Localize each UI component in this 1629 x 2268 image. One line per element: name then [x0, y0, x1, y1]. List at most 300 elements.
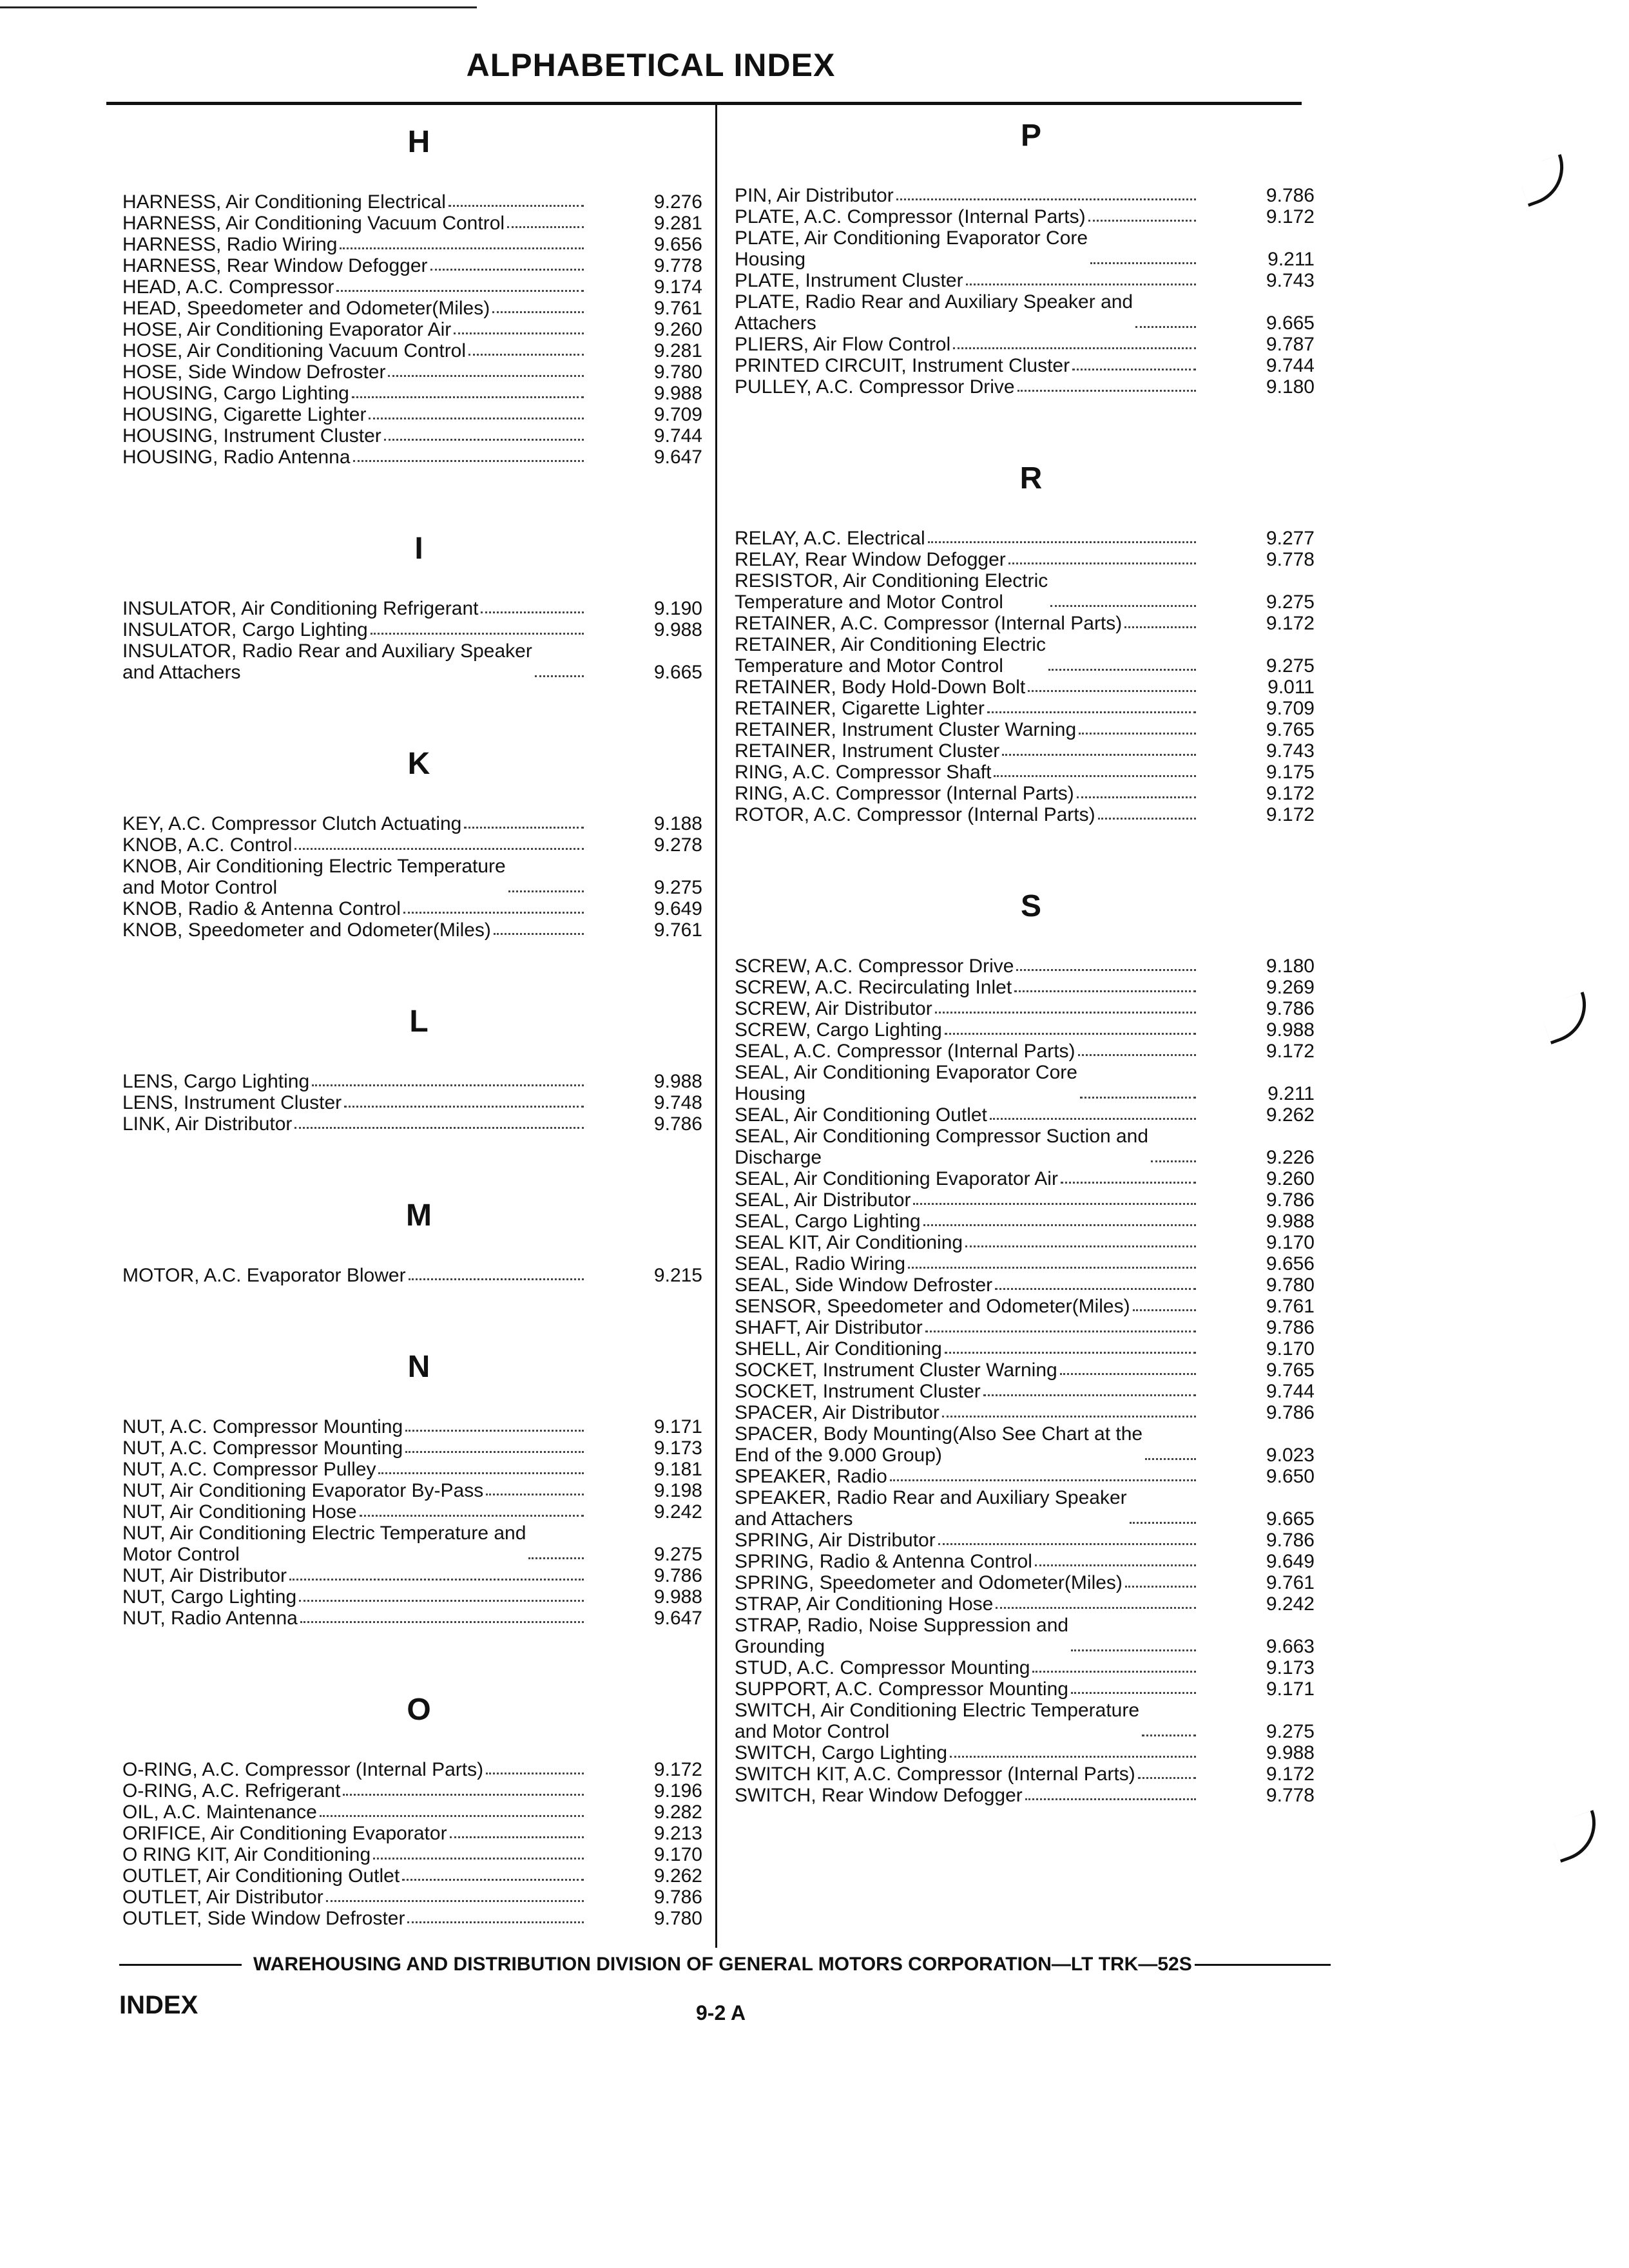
entry-text-wrap — [122, 1823, 586, 1844]
entry-text-wrap — [122, 234, 586, 255]
entry-text-wrap — [122, 1780, 586, 1802]
entry-page-ref: 9.786 — [1266, 185, 1315, 206]
index-entry — [735, 549, 1327, 570]
entry-label: HARNESS, Rear Window Defogger — [122, 255, 428, 276]
dot-leader — [1130, 1522, 1196, 1524]
entry-label: HOSE, Air Conditioning Vacuum Control — [122, 340, 467, 361]
entry-page-ref: 9.988 — [1266, 1211, 1315, 1232]
entry-text-wrap — [735, 783, 1199, 804]
index-section-p — [735, 113, 1327, 398]
entry-label: NUT, A.C. Compressor Pulley — [122, 1459, 376, 1480]
entry-text-wrap — [122, 1437, 586, 1459]
index-entry — [122, 640, 715, 683]
entry-page-ref: 9.215 — [653, 1265, 702, 1286]
index-entry — [122, 898, 715, 919]
dot-leader — [945, 1352, 1196, 1354]
entry-label: NUT, A.C. Compressor Mounting — [122, 1416, 403, 1437]
index-entry — [122, 1780, 715, 1802]
index-entry — [122, 1523, 715, 1565]
entry-label: HOUSING, Cigarette Lighter — [122, 404, 367, 425]
entry-page-ref: 9.181 — [653, 1459, 702, 1480]
section-letter: S — [1020, 889, 1041, 923]
entry-text-wrap — [122, 1908, 586, 1929]
index-entry — [735, 1466, 1327, 1487]
entry-label: NUT, A.C. Compressor Mounting — [122, 1437, 403, 1459]
dot-leader — [925, 1331, 1196, 1332]
dot-leader — [430, 269, 584, 271]
entry-page-ref: 9.170 — [1266, 1232, 1315, 1253]
entry-text-wrap — [735, 1657, 1199, 1678]
entry-page-ref: 9.778 — [653, 255, 702, 276]
dot-leader — [468, 354, 584, 356]
entry-page-ref: 9.023 — [1266, 1445, 1315, 1466]
entry-page-ref: 9.275 — [653, 877, 702, 898]
dot-leader — [326, 1900, 584, 1902]
entry-page-ref: 9.198 — [653, 1480, 702, 1501]
entry-label: SEAL, A.C. Compressor (Internal Parts) — [735, 1041, 1075, 1062]
entry-label: HOSE, Side Window Defroster — [122, 361, 386, 383]
entry-page-ref: 9.275 — [1266, 1721, 1315, 1742]
footer-rule-left — [119, 1964, 242, 1966]
entry-page-ref: 9.988 — [653, 383, 702, 404]
dot-leader — [320, 1815, 584, 1817]
dot-leader — [494, 933, 584, 935]
entry-text-wrap — [735, 1168, 1199, 1189]
dot-leader — [1088, 220, 1196, 222]
dot-leader — [1050, 605, 1196, 607]
entry-page-ref: 9.780 — [653, 361, 702, 383]
entry-text-wrap — [735, 1763, 1199, 1785]
index-entry — [735, 270, 1327, 291]
entry-page-ref: 9.011 — [1268, 677, 1315, 698]
dot-leader — [1016, 969, 1196, 971]
entry-label: RETAINER, Cigarette Lighter — [735, 698, 985, 719]
index-entry — [735, 291, 1327, 334]
entry-page-ref: 9.180 — [1266, 956, 1315, 977]
entry-text-wrap — [735, 1402, 1199, 1423]
entry-label: STUD, A.C. Compressor Mounting — [735, 1657, 1030, 1678]
dot-leader — [289, 1579, 584, 1581]
entry-page-ref: 9.649 — [653, 898, 702, 919]
dot-leader — [908, 1267, 1196, 1269]
dot-leader — [340, 247, 584, 249]
entry-page-ref: 9.211 — [1268, 1083, 1315, 1104]
dot-leader — [935, 1012, 1196, 1014]
entry-text-wrap — [735, 977, 1199, 998]
section-letter: H — [407, 125, 430, 159]
index-section-n — [122, 1344, 715, 1629]
dot-leader — [1071, 1692, 1196, 1694]
entry-text-wrap — [735, 956, 1199, 977]
index-entry — [122, 619, 715, 640]
index-entry — [735, 528, 1327, 549]
entry-label: SPEAKER, Radio — [735, 1466, 887, 1487]
entry-page-ref: 9.172 — [1266, 206, 1315, 227]
entry-label: NUT, Air Conditioning Hose — [122, 1501, 357, 1523]
entry-page-ref: 9.275 — [1266, 655, 1315, 677]
index-entry — [735, 1785, 1327, 1806]
dot-leader — [1079, 733, 1196, 735]
section-letter: L — [409, 1004, 429, 1039]
entry-label: SCREW, A.C. Compressor Drive — [735, 956, 1014, 977]
entry-label: SEAL, Radio Wiring — [735, 1253, 906, 1274]
entry-text-wrap — [735, 1487, 1199, 1530]
entry-page-ref: 9.786 — [1266, 1317, 1315, 1338]
index-entry — [122, 1416, 715, 1437]
entry-text-wrap — [122, 598, 586, 619]
entry-text-wrap — [735, 1700, 1199, 1742]
index-entry — [122, 1887, 715, 1908]
entry-text-wrap — [122, 404, 586, 425]
entry-text-wrap — [122, 319, 586, 340]
entry-page-ref: 9.656 — [1266, 1253, 1315, 1274]
index-entry — [122, 1113, 715, 1135]
entry-text-wrap — [122, 1480, 586, 1501]
dot-leader — [481, 611, 584, 613]
index-entry — [735, 1615, 1327, 1657]
entry-label: RETAINER, A.C. Compressor (Internal Parts) — [735, 613, 1123, 634]
entry-text-wrap — [122, 1501, 586, 1523]
entry-page-ref: 9.744 — [653, 425, 702, 447]
entry-text-wrap — [735, 291, 1199, 334]
entry-page-ref: 9.786 — [1266, 1189, 1315, 1211]
index-entry — [735, 1211, 1327, 1232]
entry-label: SHAFT, Air Distributor — [735, 1317, 923, 1338]
entry-text-wrap — [122, 1608, 586, 1629]
dot-leader — [953, 347, 1196, 349]
entry-page-ref: 9.744 — [1266, 355, 1315, 376]
entry-page-ref: 9.665 — [1266, 312, 1315, 334]
index-entry — [122, 598, 715, 619]
entry-label: SWITCH, Cargo Lighting — [735, 1742, 948, 1763]
entry-label: PLATE, Instrument Cluster — [735, 270, 963, 291]
entry-label: HOUSING, Radio Antenna — [122, 447, 351, 468]
section-letter: M — [406, 1198, 432, 1233]
dot-leader — [1125, 1586, 1196, 1588]
index-entry — [122, 447, 715, 468]
index-entry — [122, 1865, 715, 1887]
entry-page-ref: 9.213 — [653, 1823, 702, 1844]
entry-text-wrap — [122, 1887, 586, 1908]
dot-leader — [409, 1278, 584, 1280]
index-entry — [735, 1700, 1327, 1742]
entry-label: HEAD, A.C. Compressor — [122, 276, 334, 298]
entry-text-wrap — [735, 376, 1199, 398]
entry-text-wrap — [735, 185, 1199, 206]
dot-leader — [294, 848, 584, 850]
dot-leader — [300, 1621, 584, 1623]
index-entry — [735, 783, 1327, 804]
entry-label: KNOB, Radio & Antenna Control — [122, 898, 401, 919]
dot-leader — [1002, 754, 1196, 756]
entry-text-wrap — [735, 762, 1199, 783]
entry-text-wrap — [735, 998, 1199, 1019]
dot-leader — [983, 1394, 1196, 1396]
entry-page-ref: 9.761 — [1266, 1572, 1315, 1593]
dot-leader — [1017, 390, 1196, 392]
entry-text-wrap — [735, 1742, 1199, 1763]
entry-label: INSULATOR, Cargo Lighting — [122, 619, 368, 640]
entry-label: SCREW, A.C. Recirculating Inlet — [735, 977, 1012, 998]
index-entry — [122, 1802, 715, 1823]
index-entry — [735, 1274, 1327, 1296]
entry-label: O RING KIT, Air Conditioning — [122, 1844, 371, 1865]
dot-leader — [1048, 669, 1196, 671]
entry-page-ref: 9.278 — [653, 834, 702, 856]
index-entry — [122, 340, 715, 361]
dot-leader — [343, 1794, 584, 1796]
dot-leader — [938, 1543, 1196, 1545]
entry-text-wrap — [735, 355, 1199, 376]
index-entry — [735, 334, 1327, 355]
dot-leader — [950, 1756, 1196, 1758]
entry-text-wrap — [122, 1802, 586, 1823]
entry-text-wrap — [735, 719, 1199, 740]
entry-label: SUPPORT, A.C. Compressor Mounting — [735, 1678, 1068, 1700]
index-entry — [735, 804, 1327, 825]
entry-label: SOCKET, Instrument Cluster Warning — [735, 1360, 1057, 1381]
dot-leader — [402, 1879, 584, 1881]
entry-page-ref: 9.748 — [653, 1092, 702, 1113]
entry-text-wrap — [735, 1338, 1199, 1360]
entry-text-wrap — [735, 1062, 1199, 1104]
margin-bracket-mark — [1548, 1810, 1606, 1863]
entry-page-ref: 9.282 — [653, 1802, 702, 1823]
dot-leader — [464, 827, 584, 829]
entry-label: SPACER, Air Distributor — [735, 1402, 940, 1423]
entry-label: HARNESS, Air Conditioning Electrical — [122, 191, 446, 213]
entry-label: RELAY, A.C. Electrical — [735, 528, 925, 549]
right-column — [735, 113, 1327, 1864]
entry-label: HOSE, Air Conditioning Evaporator Air — [122, 319, 452, 340]
entry-page-ref: 9.172 — [653, 1759, 702, 1780]
entry-page-ref: 9.786 — [653, 1887, 702, 1908]
entry-page-ref: 9.780 — [1266, 1274, 1315, 1296]
entry-label: PLATE, A.C. Compressor (Internal Parts) — [735, 206, 1086, 227]
index-entry — [735, 1360, 1327, 1381]
dot-leader — [369, 418, 584, 419]
entry-page-ref: 9.988 — [653, 1586, 702, 1608]
entry-text-wrap — [122, 1865, 586, 1887]
entry-label: ROTOR, A.C. Compressor (Internal Parts) — [735, 804, 1095, 825]
dot-leader — [1078, 1054, 1196, 1056]
entry-page-ref: 9.174 — [653, 276, 702, 298]
entry-page-ref: 9.175 — [1266, 762, 1315, 783]
section-label: INDEX — [119, 1991, 198, 2019]
index-entry — [122, 1759, 715, 1780]
entry-label: NUT, Radio Antenna — [122, 1608, 298, 1629]
entry-text-wrap — [735, 1785, 1199, 1806]
entry-text-wrap — [735, 528, 1199, 549]
entry-text-wrap — [122, 1759, 586, 1780]
entry-text-wrap — [735, 804, 1199, 825]
dot-leader — [1032, 1671, 1196, 1673]
index-entry — [735, 1402, 1327, 1423]
dot-leader — [1138, 1777, 1196, 1779]
entry-label: RETAINER, Body Hold-Down Bolt — [735, 677, 1026, 698]
dot-leader — [1145, 1458, 1196, 1460]
entry-label: SPRING, Radio & Antenna Control — [735, 1551, 1032, 1572]
entry-page-ref: 9.211 — [1268, 249, 1315, 270]
entry-page-ref: 9.786 — [653, 1113, 702, 1135]
entry-label: SEAL, Air Distributor — [735, 1189, 911, 1211]
entry-label: SEAL, Air Conditioning Evaporator Air — [735, 1168, 1058, 1189]
entry-page-ref: 9.242 — [653, 1501, 702, 1523]
dot-leader — [1025, 1798, 1196, 1800]
index-entry — [122, 234, 715, 255]
dot-leader — [405, 1451, 584, 1453]
index-section-h — [122, 119, 715, 468]
entry-page-ref: 9.269 — [1266, 977, 1315, 998]
index-section-i — [122, 526, 715, 683]
entry-label: SEAL, Air Conditioning Compressor Suction and Discharge — [735, 1126, 1149, 1168]
footer-rule-right — [1195, 1964, 1331, 1966]
dot-leader — [1014, 990, 1196, 992]
entry-page-ref: 9.281 — [653, 213, 702, 234]
dot-leader — [388, 375, 584, 377]
entry-page-ref: 9.665 — [1266, 1508, 1315, 1530]
entry-label: LENS, Cargo Lighting — [122, 1071, 310, 1092]
entry-page-ref: 9.173 — [653, 1437, 702, 1459]
entry-text-wrap — [122, 919, 586, 941]
entry-label: INSULATOR, Radio Rear and Auxiliary Speaker and Attachers — [122, 640, 532, 683]
dot-leader — [945, 1033, 1196, 1035]
index-entry — [735, 677, 1327, 698]
entry-label: SEAL, Side Window Defroster — [735, 1274, 993, 1296]
entry-page-ref: 9.262 — [653, 1865, 702, 1887]
entry-text-wrap — [735, 270, 1199, 291]
entry-text-wrap — [122, 640, 586, 683]
entry-label: LENS, Instrument Cluster — [122, 1092, 342, 1113]
index-entry — [735, 719, 1327, 740]
index-entry — [122, 1608, 715, 1629]
dot-leader — [450, 1836, 584, 1838]
index-entry — [735, 634, 1327, 677]
entry-text-wrap — [122, 425, 586, 447]
entry-text-wrap — [122, 298, 586, 319]
dot-leader — [360, 1515, 584, 1517]
entry-label: STRAP, Air Conditioning Hose — [735, 1593, 994, 1615]
entry-label: SCREW, Cargo Lighting — [735, 1019, 942, 1041]
publisher-line: WAREHOUSING AND DISTRIBUTION DIVISION OF GENERAL MOTORS CORPORATION—LT TRK—52S — [253, 1954, 1192, 1975]
entry-page-ref: 9.275 — [1266, 591, 1315, 613]
dot-leader — [371, 633, 584, 635]
entry-label: O-RING, A.C. Compressor (Internal Parts) — [122, 1759, 484, 1780]
entry-label: SENSOR, Speedometer and Odometer(Miles) — [735, 1296, 1130, 1317]
index-entry — [122, 383, 715, 404]
dot-leader — [508, 890, 584, 892]
index-section-m — [122, 1193, 715, 1286]
entry-text-wrap — [122, 383, 586, 404]
entry-text-wrap — [122, 1092, 586, 1113]
dot-leader — [1098, 818, 1196, 820]
section-letter: R — [1019, 461, 1043, 495]
entry-page-ref: 9.260 — [1266, 1168, 1315, 1189]
entry-text-wrap — [122, 1265, 586, 1286]
index-entry — [122, 1844, 715, 1865]
dot-leader — [454, 332, 584, 334]
entry-text-wrap — [122, 276, 586, 298]
dot-leader — [990, 1118, 1196, 1120]
entry-label: SPEAKER, Radio Rear and Auxiliary Speaker and Attachers — [735, 1487, 1127, 1530]
entry-label: HEAD, Speedometer and Odometer(Miles) — [122, 298, 490, 319]
index-entry — [122, 361, 715, 383]
entry-label: SWITCH KIT, A.C. Compressor (Internal Parts) — [735, 1763, 1135, 1785]
dot-leader — [1135, 326, 1196, 328]
entry-page-ref: 9.988 — [653, 1071, 702, 1092]
entry-text-wrap — [735, 1232, 1199, 1253]
dot-leader — [405, 1430, 584, 1432]
entry-page-ref: 9.188 — [653, 813, 702, 834]
entry-text-wrap — [735, 1466, 1199, 1487]
entry-text-wrap — [122, 856, 586, 898]
entry-text-wrap — [735, 1019, 1199, 1041]
entry-text-wrap — [735, 1593, 1199, 1615]
dot-leader — [1061, 1182, 1196, 1184]
entry-text-wrap — [735, 634, 1199, 677]
entry-text-wrap — [122, 898, 586, 919]
entry-label: SWITCH, Rear Window Defogger — [735, 1785, 1023, 1806]
entry-label: SOCKET, Instrument Cluster — [735, 1381, 981, 1402]
index-section-o — [122, 1687, 715, 1929]
entry-label: RESISTOR, Air Conditioning Electric Temperature and Motor Control — [735, 570, 1048, 613]
entry-label: SEAL, Air Conditioning Outlet — [735, 1104, 987, 1126]
index-entry — [735, 613, 1327, 634]
index-entry — [122, 1586, 715, 1608]
entry-page-ref: 9.988 — [1266, 1742, 1315, 1763]
entry-label: RETAINER, Instrument Cluster Warning — [735, 719, 1077, 740]
entry-page-ref: 9.709 — [1266, 698, 1315, 719]
index-entry — [735, 762, 1327, 783]
entry-text-wrap — [735, 698, 1199, 719]
entry-page-ref: 9.226 — [1266, 1147, 1315, 1168]
entry-label: INSULATOR, Air Conditioning Refrigerant — [122, 598, 479, 619]
index-entry — [122, 319, 715, 340]
index-entry — [735, 1232, 1327, 1253]
index-entry — [735, 1253, 1327, 1274]
section-letter: N — [407, 1350, 430, 1384]
entry-page-ref: 9.281 — [653, 340, 702, 361]
index-entry — [735, 1657, 1327, 1678]
left-column — [122, 119, 715, 1987]
entry-text-wrap — [122, 340, 586, 361]
entry-page-ref: 9.172 — [1266, 783, 1315, 804]
entry-label: ORIFICE, Air Conditioning Evaporator — [122, 1823, 447, 1844]
index-entry — [122, 191, 715, 213]
entry-text-wrap — [735, 1041, 1199, 1062]
index-section-s — [735, 883, 1327, 1806]
index-entry — [122, 1437, 715, 1459]
entry-label: SPACER, Body Mounting(Also See Chart at the End of the 9.000 Group) — [735, 1423, 1143, 1466]
entry-page-ref: 9.190 — [653, 598, 702, 619]
entry-label: SEAL, Air Conditioning Evaporator Core Housing — [735, 1062, 1077, 1104]
dot-leader — [336, 290, 584, 292]
entry-text-wrap — [122, 1844, 586, 1865]
index-entry — [122, 1265, 715, 1286]
index-entry — [122, 1459, 715, 1480]
entry-label: MOTOR, A.C. Evaporator Blower — [122, 1265, 406, 1286]
dot-leader — [1090, 262, 1196, 264]
index-entry — [122, 255, 715, 276]
entry-page-ref: 9.786 — [1266, 998, 1315, 1019]
entry-text-wrap — [735, 206, 1199, 227]
index-entry — [735, 1317, 1327, 1338]
index-entry — [735, 1487, 1327, 1530]
entry-label: KNOB, Air Conditioning Electric Temperature and Motor Control — [122, 856, 506, 898]
entry-label: KNOB, Speedometer and Odometer(Miles) — [122, 919, 491, 941]
entry-text-wrap — [122, 447, 586, 468]
entry-text-wrap — [735, 570, 1199, 613]
